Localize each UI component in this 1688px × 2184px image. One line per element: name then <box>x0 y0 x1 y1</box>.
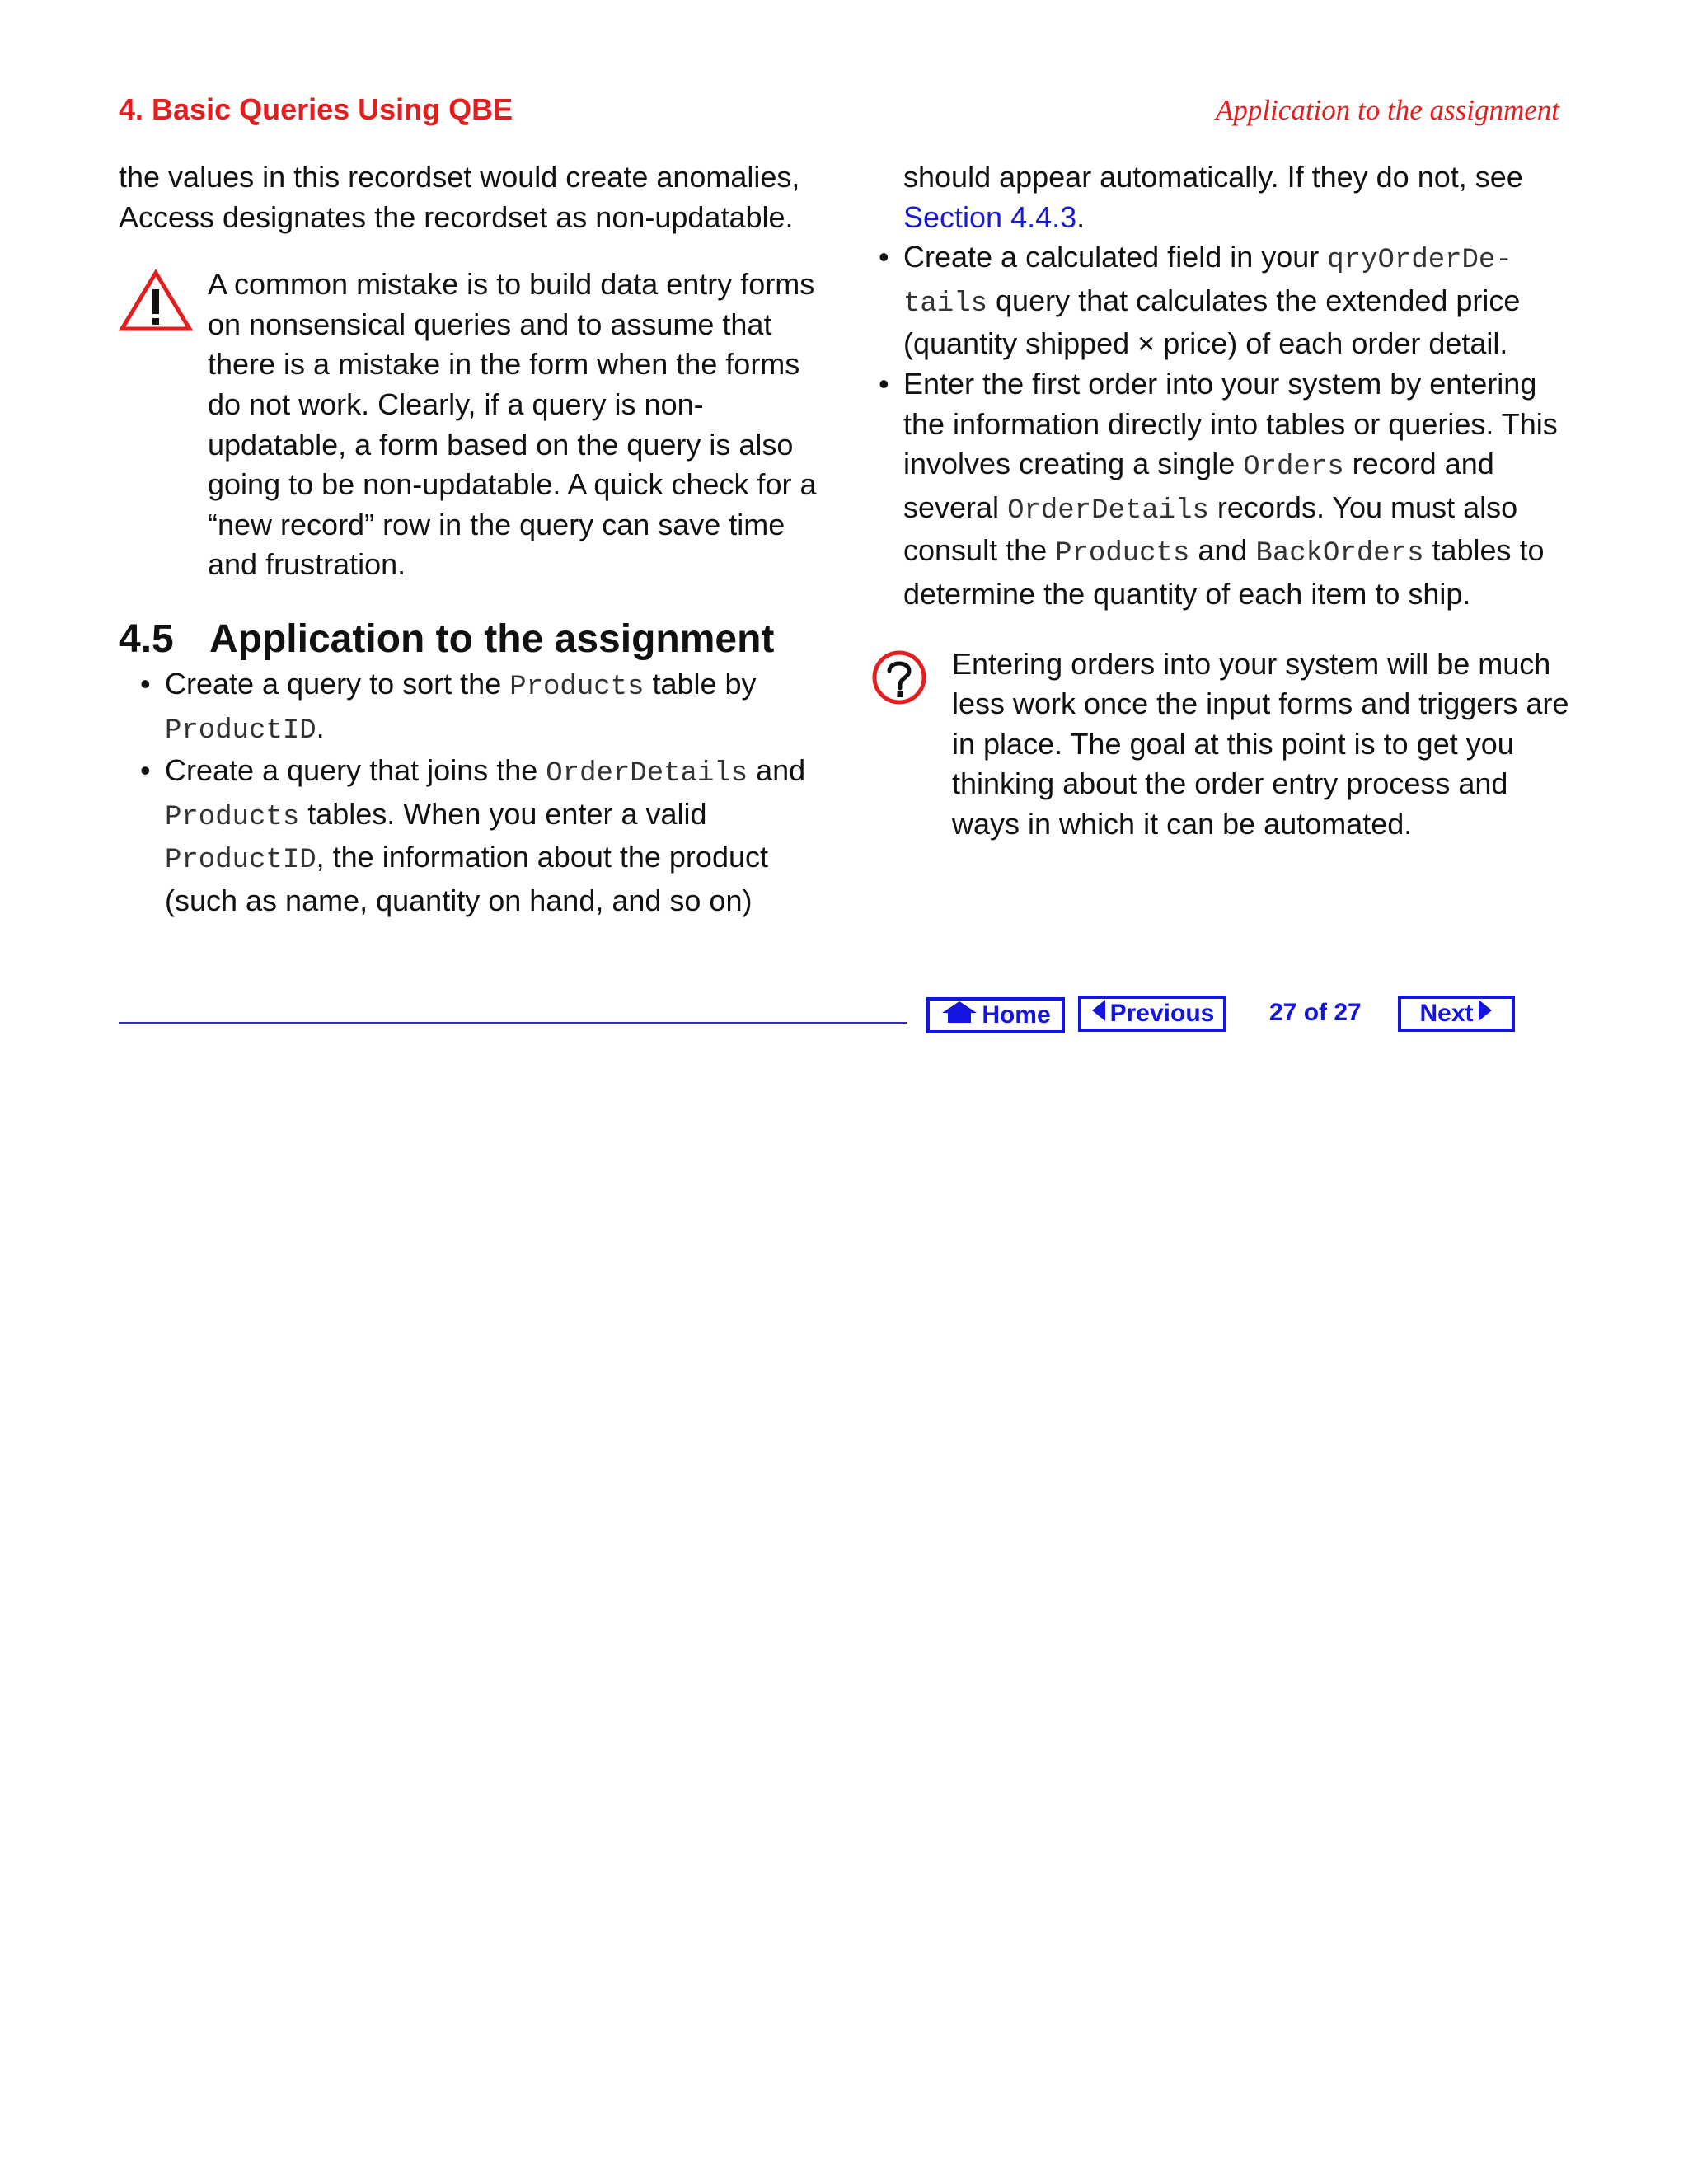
section-heading <box>119 615 819 664</box>
list-item-text: Enter the first order into your system by entering the information directly into tables or queries. This involves creating a single <box>903 366 1558 481</box>
list-item-text: tables to determine the quantity of each item to ship. <box>903 533 1545 611</box>
list-item-text: records. You must also consult the <box>903 490 1518 568</box>
hint-note-text: Entering orders into your system will be much less work once the input forms and triggers are in place. The goal at this point is to get you thinking about the order entry process and ways in which it can be automated. <box>952 646 1569 841</box>
page-counter: 27 of 27 <box>1269 999 1362 1026</box>
code-products: Products <box>1055 538 1190 570</box>
section-link[interactable]: Section 4.4.3 <box>903 199 1077 234</box>
warning-note <box>119 265 819 585</box>
warning-note-text: A common mistake is to build data entry forms on nonsensical queries and to assume that there is a mistake in the form when the forms do not work. Clearly, if a query is non-updatable, a form based on the query is also going to be non-updatable. A quick check for a “new record” row in the query can save time and frustration. <box>208 267 817 582</box>
next-button[interactable] <box>1398 996 1515 1032</box>
list-item <box>119 664 819 751</box>
previous-label: Previous <box>1109 1000 1215 1027</box>
section-number: 4.5 <box>119 616 174 661</box>
list-item-text: , the information about the product (such as name, quantity on hand, and so on) <box>165 840 768 917</box>
list-item <box>877 237 1569 364</box>
house-icon <box>940 1000 978 1032</box>
code-qryorderdetails: qryOrderDe-tails <box>903 245 1512 320</box>
list-item-text: . <box>1076 199 1085 234</box>
list-item-text: Create a query that joins the <box>165 753 546 788</box>
intro-paragraph: the values in this recordset would create anomalies, Access designates the recordset as non-updatable. <box>119 160 800 234</box>
question-circle-icon <box>870 648 929 718</box>
list-item <box>877 364 1569 615</box>
list-item-text: Create a calculated field in your <box>903 240 1328 274</box>
list-item-text: tables. When you enter a valid <box>299 796 707 831</box>
code-products: Products <box>165 801 300 833</box>
hint-note <box>877 644 1569 845</box>
code-products: Products <box>509 671 645 703</box>
left-column <box>119 157 819 921</box>
assignment-list-left <box>119 664 819 921</box>
right-column <box>877 157 1569 845</box>
home-button[interactable] <box>926 997 1065 1033</box>
list-item-text: table by <box>644 666 757 701</box>
list-item-text: Create a query to sort the <box>165 666 510 701</box>
list-item-text: record and several <box>903 447 1494 524</box>
home-label: Home <box>982 1001 1051 1029</box>
left-triangle-icon <box>1090 998 1107 1030</box>
chapter-title: 4. Basic Queries Using QBE <box>119 92 513 126</box>
next-label: Next <box>1419 1000 1474 1027</box>
code-productid: ProductID <box>165 845 316 877</box>
assignment-list-right <box>877 237 1569 614</box>
code-orders: Orders <box>1243 452 1344 484</box>
section-title: Application to the assignment <box>209 616 775 661</box>
code-productid: ProductID <box>165 715 316 747</box>
list-item-text: should appear automatically. If they do not, see <box>903 160 1523 194</box>
code-orderdetails: OrderDetails <box>546 758 748 790</box>
list-item-text: and <box>748 753 806 788</box>
list-item-text: query that calculates the extended price (quantity shipped × price) of each order detail. <box>903 283 1521 361</box>
footer-rule <box>119 1022 907 1024</box>
list-item-text: and <box>1189 533 1256 568</box>
list-item <box>119 751 819 921</box>
continued-list-text <box>877 157 1569 237</box>
running-head: Application to the assignment <box>1215 94 1559 126</box>
previous-button[interactable] <box>1078 996 1226 1032</box>
list-item-text: . <box>316 710 325 744</box>
warning-triangle-icon <box>119 269 193 343</box>
code-orderdetails: OrderDetails <box>1007 494 1209 527</box>
code-backorders: BackOrders <box>1255 538 1424 570</box>
right-triangle-icon <box>1477 998 1493 1030</box>
